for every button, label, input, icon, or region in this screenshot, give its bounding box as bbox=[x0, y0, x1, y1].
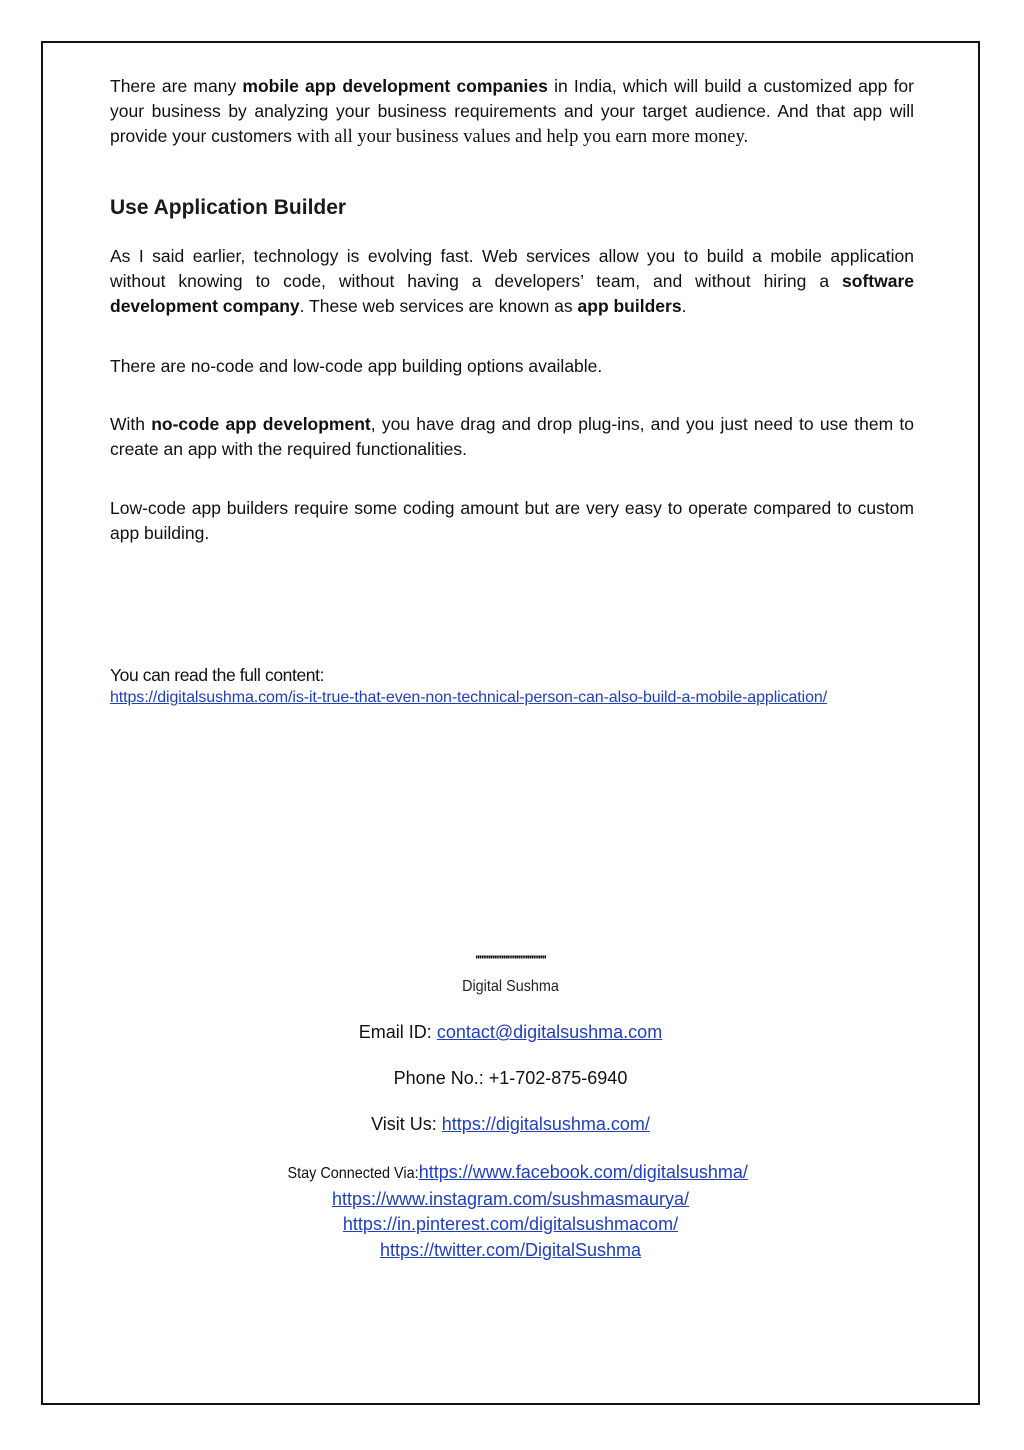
social-first-line bbox=[41, 1160, 980, 1187]
para3-bold: no-code app development bbox=[151, 414, 371, 434]
para3-text: With bbox=[110, 414, 152, 434]
phone-line: Phone No.: +1-702-875-6940 bbox=[393, 1068, 628, 1088]
email-line bbox=[41, 1022, 980, 1043]
website-link[interactable]: https://digitalsushma.com/ bbox=[441, 1114, 650, 1134]
no-code-paragraph bbox=[110, 412, 914, 462]
social-label: Stay Connected Via: bbox=[287, 1165, 419, 1182]
intro-text-after: in India, which will build a customized app for your business by analyzing your business requirements and your target audience. And that app will provide your customers bbox=[110, 76, 914, 146]
instagram-link[interactable]: https://www.instagram.com/sushmasmaurya/ bbox=[331, 1188, 690, 1209]
para1-bold-software: software development company bbox=[110, 271, 914, 316]
intro-paragraph bbox=[110, 74, 914, 150]
intro-serif-tail: with all your business values and help you earn more money. bbox=[296, 127, 749, 147]
intro-bold-text: mobile app development companies bbox=[242, 76, 548, 96]
social-links bbox=[41, 1160, 980, 1263]
app-builder-paragraph bbox=[110, 244, 914, 319]
visit-label: Visit Us: bbox=[371, 1114, 442, 1134]
section-heading: Use Application Builder bbox=[110, 196, 347, 219]
facebook-link[interactable]: https://www.facebook.com/digitalsushma/ bbox=[418, 1162, 748, 1182]
visit-line bbox=[41, 1114, 980, 1135]
options-paragraph: There are no-code and low-code app building options available. bbox=[110, 356, 603, 376]
read-more-lead: You can read the full content: bbox=[110, 665, 325, 685]
intro-text: There are many bbox=[110, 76, 243, 96]
para1-text-middle: . These web services are known as bbox=[299, 296, 578, 316]
para1-text: As I said earlier, technology is evolving fast. Web services allow you to build a mobile application without knowing to code, without having a developers’ team, and without hiring a bbox=[110, 246, 914, 291]
para1-text-after: . bbox=[681, 296, 687, 316]
pinterest-link[interactable]: https://in.pinterest.com/digitalsushmacom/ bbox=[342, 1214, 679, 1234]
read-more-block bbox=[110, 663, 914, 709]
email-link[interactable]: contact@digitalsushma.com bbox=[436, 1022, 663, 1042]
para1-bold-app-builders: app builders bbox=[577, 296, 682, 316]
email-label: Email ID: bbox=[358, 1022, 437, 1042]
ornament-ticks: '''''''''''''''''''''''''''''''''''''' bbox=[475, 953, 546, 967]
read-more-link[interactable]: https://digitalsushma.com/is-it-true-that-even-non-technical-person-can-also-build-a-mobile-application/ bbox=[110, 689, 828, 706]
para3-text-after: , you have drag and drop plug-ins, and you just need to use them to create an app with the required functionalities. bbox=[110, 414, 914, 459]
brand-name: Digital Sushma bbox=[462, 978, 559, 995]
twitter-link[interactable]: https://twitter.com/DigitalSushma bbox=[379, 1239, 642, 1260]
low-code-paragraph: Low-code app builders require some coding amount but are very easy to operate compared to custom app building. bbox=[110, 498, 914, 543]
